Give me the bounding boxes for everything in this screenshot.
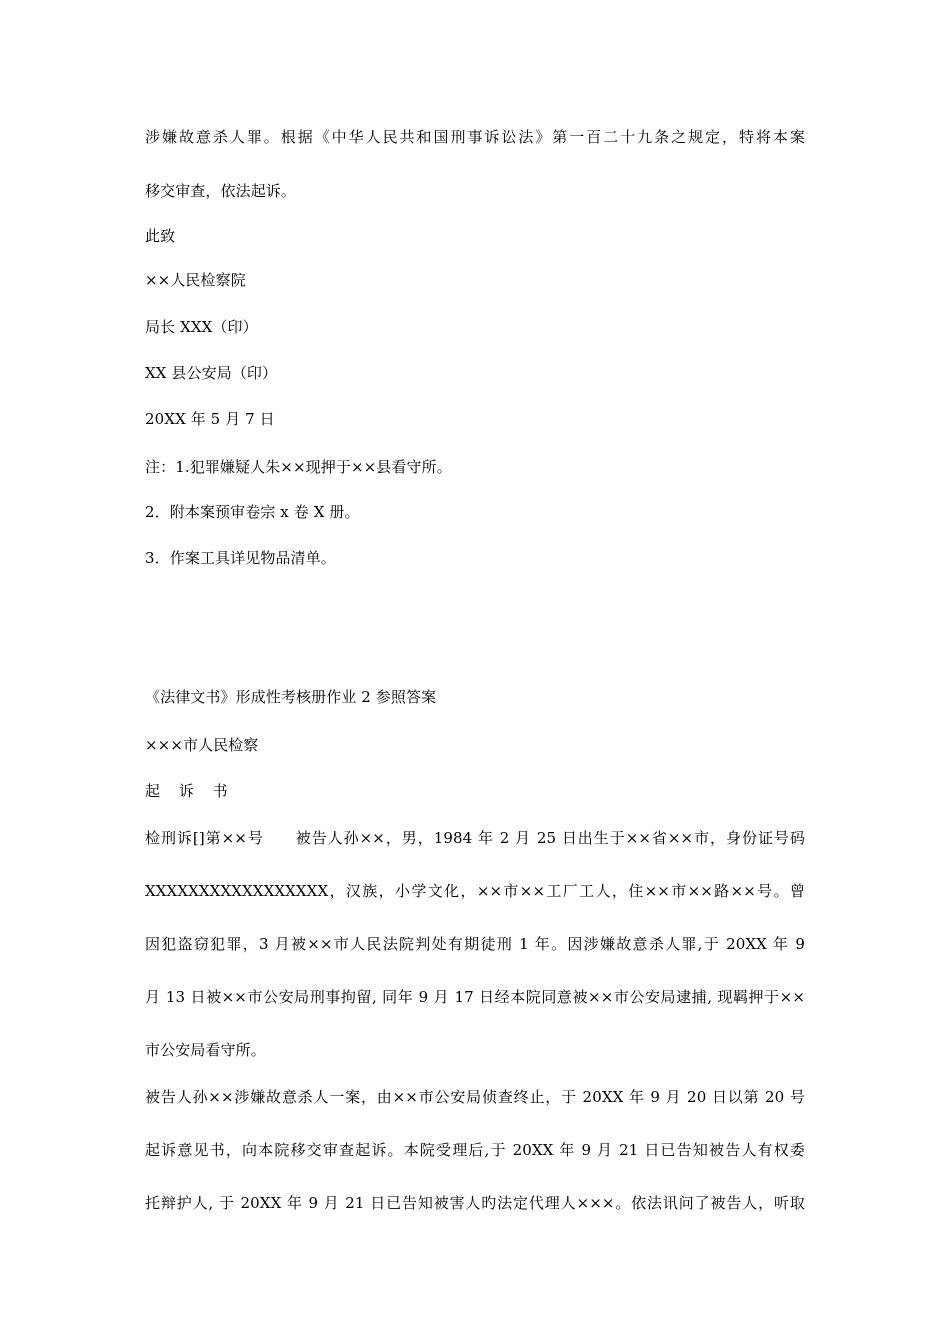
note-item: 2．附本案预审卷宗 x 卷 X 册。 bbox=[145, 503, 360, 521]
paragraph-line: 起诉意见书，向本院移交审查起诉。本院受理后,于 20XX 年 9 月 21 日已告知被告人有权委 bbox=[145, 1141, 805, 1159]
recipient: ××人民检察院 bbox=[145, 271, 246, 289]
paragraph-line: 涉嫌故意杀人罪。根据《中华人民共和国刑事诉讼法》第一百二十九条之规定，特将本案 bbox=[145, 128, 805, 146]
paragraph-line: 检刑诉[]第××号 被告人孙××，男，1984 年 2 月 25 日出生于××省××市，身份证号码 bbox=[145, 829, 805, 847]
issuer-seal: XX 县公安局（印） bbox=[145, 364, 278, 382]
document-title: 起 诉 书 bbox=[145, 782, 235, 800]
paragraph-line: XXXXXXXXXXXXXXXXX，汉族，小学文化，××市××工厂工人，住××市××路××号。曾 bbox=[145, 882, 805, 900]
procuratorate-name: ×××市人民检察 bbox=[145, 736, 259, 754]
paragraph-line: 被告人孙××涉嫌故意杀人一案，由××市公安局侦查终止，于 20XX 年 9 月 20 日以第 20 号 bbox=[145, 1088, 805, 1106]
paragraph-line: 市公安局看守所。 bbox=[145, 1041, 266, 1059]
note-item: 注：1.犯罪嫌疑人朱××现押于××县看守所。 bbox=[145, 458, 452, 476]
paragraph-line: 移交审查，依法起诉。 bbox=[145, 182, 297, 200]
section-title: 《法律文书》形成性考核册作业 2 参照答案 bbox=[145, 688, 437, 706]
paragraph-line: 月 13 日被××市公安局刑事拘留, 同年 9 月 17 日经本院同意被××市公安局逮捕, 现羁押于×× bbox=[145, 988, 805, 1006]
salutation: 此致 bbox=[145, 227, 176, 245]
paragraph-line: 托辩护人, 于 20XX 年 9 月 21 日已告知被害人旳法定代理人×××。依法讯问了被告人，听取 bbox=[145, 1194, 805, 1212]
document-date: 20XX 年 5 月 7 日 bbox=[145, 410, 275, 428]
paragraph-line: 因犯盗窃犯罪，3 月被××市人民法院判处有期徒刑 1 年。因涉嫌故意杀人罪,于 20XX 年 9 bbox=[145, 935, 805, 953]
note-item: 3．作案工具详见物品清单。 bbox=[145, 549, 336, 567]
director-signature: 局长 XXX（印） bbox=[145, 318, 258, 336]
